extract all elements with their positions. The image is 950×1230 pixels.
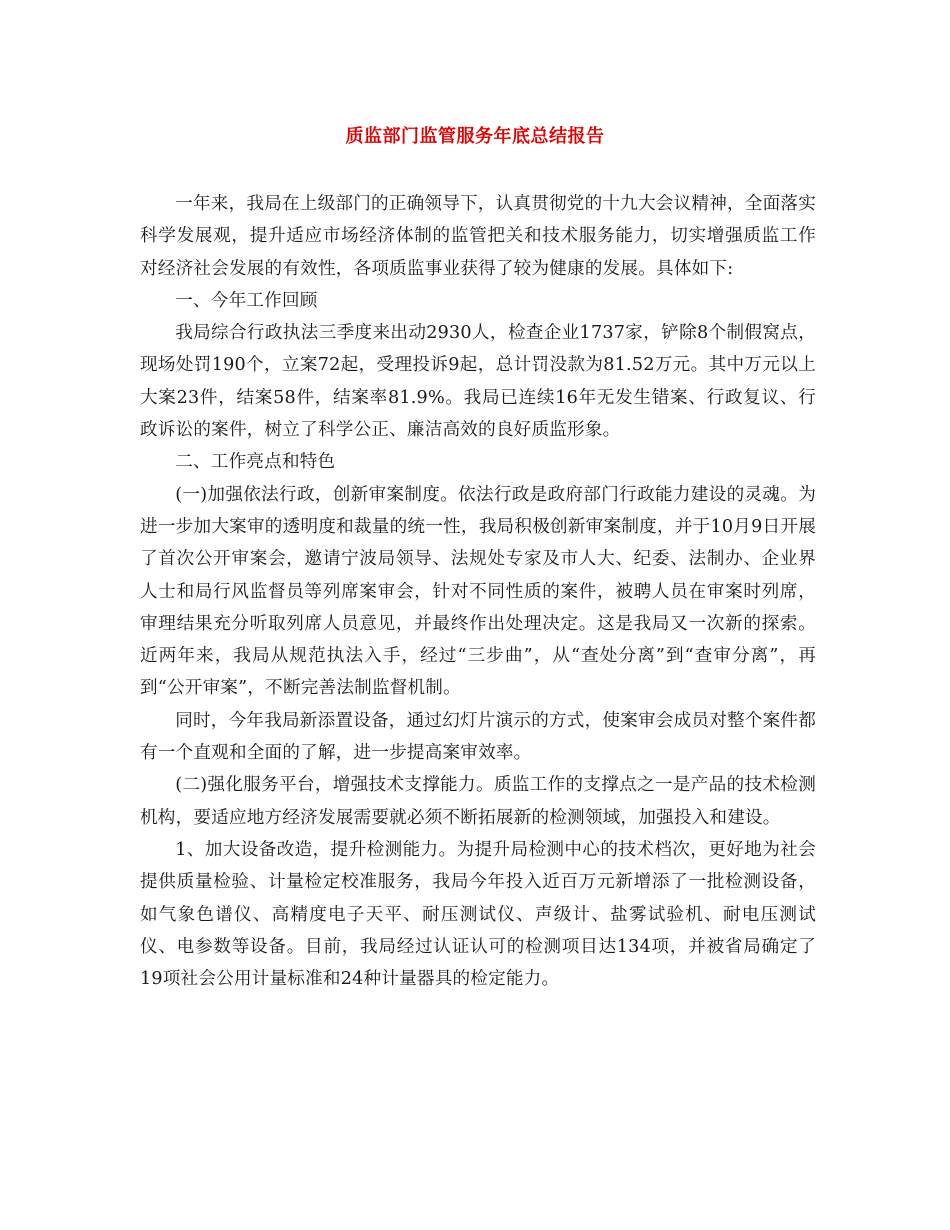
paragraph-equipment-slides: 同时，今年我局新添置设备，通过幻灯片演示的方式，使案审会成员对整个案件都有一个直观和全面的了解，进一步提高案审效率。 [140, 710, 816, 764]
paragraph-testing-capacity: 1、加大设备改造，提升检测能力。为提升局检测中心的技术档次，更好地为社会提供质量检验、计量检定校准服务，我局今年投入近百万元新增添了一批检测设备，如气象色谱仪、高精度电子天平、耐压测试仪、声级计、盐雾试验机、耐电压测试仪、电参数等设备。目前，我局经过认证认可的检测项目达134项，并被省局确定了19项社会公用计量标准和24种计量器具的检定能力。 [140, 839, 816, 990]
document-body [140, 188, 816, 995]
section-heading-highlights: 二、工作亮点和特色 [175, 452, 336, 473]
paragraph-service-platform: (二)强化服务平台，增强技术支撑能力。质监工作的支撑点之一是产品的技术检测机构，要适应地方经济发展需要就必须不断拓展新的检测领域，加强投入和建设。 [140, 775, 816, 828]
paragraph-intro: 一年来，我局在上级部门的正确领导下，认真贯彻党的十九大会议精神，全面落实科学发展观，提升适应市场经济体制的监管把关和技术服务能力，切实增强质监工作对经济社会发展的有效性，各项质监事业获得了较为健康的发展。具体如下: [140, 194, 816, 279]
paragraph-case-review: (一)加强依法行政，创新审案制度。依法行政是政府部门行政能力建设的灵魂。为进一步加大案审的透明度和裁量的统一性，我局积极创新审案制度，并于10月9日开展了首次公开审案会，邀请宁波局领导、法规处专家及市人大、纪委、法制办、企业界人士和局行风监督员等列席案审会，针对不同性质的案件，被聘人员在审案时列席，审理结果充分听取列席人员意见，并最终作出处理决定。这是我局又一次新的探索。近两年来，我局从规范执法入手，经过“三步曲”，从“查处分离”到“查审分离”，再到“公开审案”，不断完善法制监督机制。 [140, 484, 816, 699]
paragraph-enforcement-stats: 我局综合行政执法三季度来出动2930人，检查企业1737家，铲除8个制假窝点，现场处罚190个，立案72起，受理投诉9起，总计罚没款为81.52万元。其中万元以上大案23件，结案58件，结案率81.9%。我局已连续16年无发生错案、行政复议、行政诉讼的案件，树立了科学公正、廉洁高效的良好质监形象。 [140, 323, 816, 441]
document-title: 质监部门监管服务年底总结报告 [345, 126, 605, 147]
section-heading-review: 一、今年工作回顾 [175, 290, 318, 311]
